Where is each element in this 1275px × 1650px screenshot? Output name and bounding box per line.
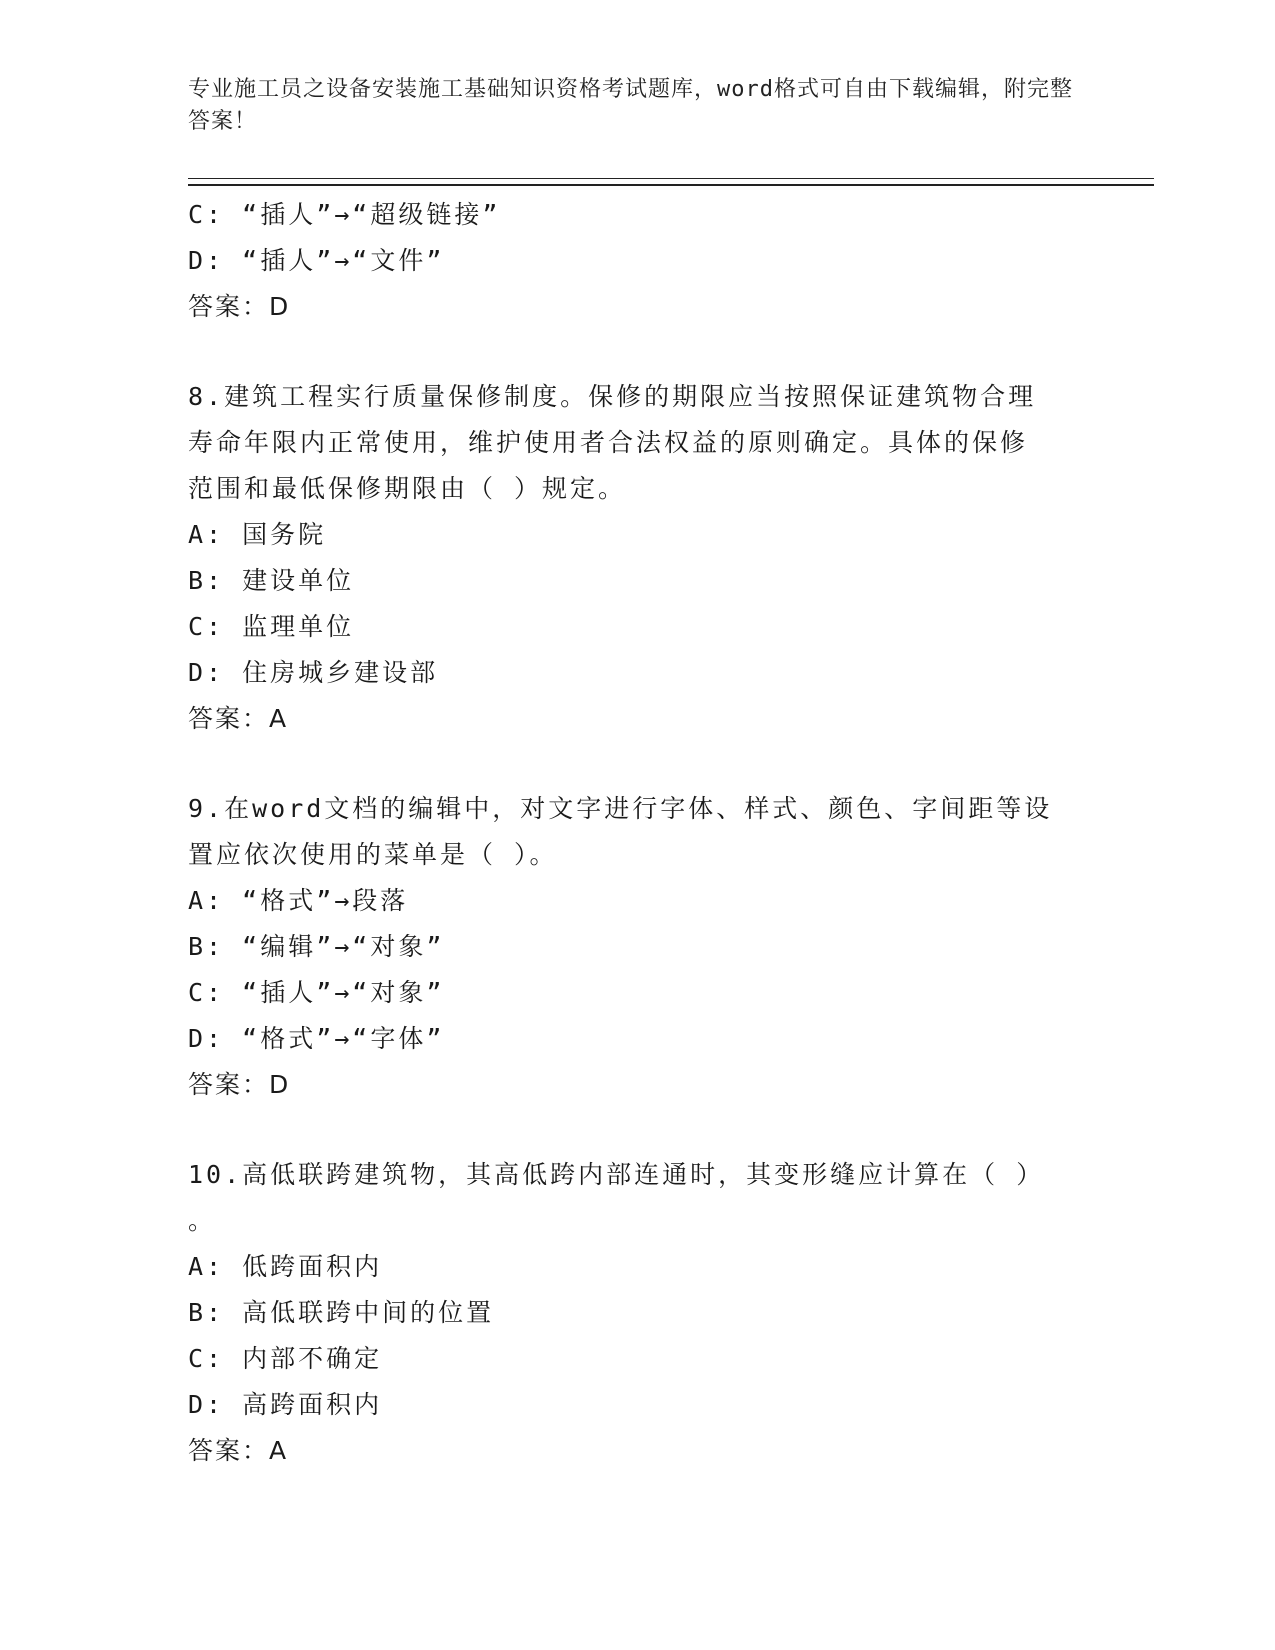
- spacer: [188, 1108, 1088, 1152]
- option-a: A: 低跨面积内: [188, 1252, 383, 1281]
- question-stem-line: 10.高低联跨建筑物，其高低跨内部连通时，其变形缝应计算在（ ）: [188, 1160, 1045, 1189]
- question-9: [188, 786, 1088, 1108]
- question-stem-line: 置应依次使用的菜单是（ ）。: [188, 840, 558, 869]
- question-stem-line: 寿命年限内正常使用，维护使用者合法权益的原则确定。具体的保修: [188, 428, 1029, 457]
- option-c: C: 监理单位: [188, 612, 355, 641]
- header-divider: [188, 178, 1154, 186]
- question-7-continued: [188, 192, 1088, 330]
- spacer: [188, 742, 1088, 786]
- option-d: D: 高跨面积内: [188, 1390, 383, 1419]
- document-header: [188, 74, 1078, 138]
- option-a: A: “格式”→段落: [188, 886, 409, 915]
- option-b: B: 高低联跨中间的位置: [188, 1298, 495, 1327]
- question-stem-line: 9.在word文档的编辑中，对文字进行字体、样式、颜色、字间距等设: [188, 794, 1053, 823]
- option-b: B: 建设单位: [188, 566, 355, 595]
- question-stem-line: 范围和最低保修期限由（ ）规定。: [188, 474, 627, 503]
- header-title: 专业施工员之设备安装施工基础知识资格考试题库，word格式可自由下载编辑，附完整答案！: [188, 77, 1073, 134]
- option-b: B: “编辑”→“对象”: [188, 932, 445, 961]
- answer-line: 答案：D: [188, 1070, 291, 1099]
- option-c: C: 内部不确定: [188, 1344, 383, 1373]
- option-c: C: “插人”→“超级链接”: [188, 200, 501, 229]
- question-10: [188, 1152, 1088, 1474]
- answer-line: 答案：A: [188, 1436, 289, 1465]
- answer-line: 答案：D: [188, 292, 291, 321]
- question-stem-line: 。: [188, 1206, 217, 1235]
- option-d: D: “格式”→“字体”: [188, 1024, 445, 1053]
- option-c: C: “插人”→“对象”: [188, 978, 445, 1007]
- document-body: [188, 192, 1088, 1474]
- answer-line: 答案：A: [188, 704, 289, 733]
- option-d: D: 住房城乡建设部: [188, 658, 439, 687]
- option-d: D: “插人”→“文件”: [188, 246, 445, 275]
- option-a: A: 国务院: [188, 520, 327, 549]
- question-stem-line: 8.建筑工程实行质量保修制度。保修的期限应当按照保证建筑物合理: [188, 382, 1037, 411]
- question-8: [188, 374, 1088, 742]
- spacer: [188, 330, 1088, 374]
